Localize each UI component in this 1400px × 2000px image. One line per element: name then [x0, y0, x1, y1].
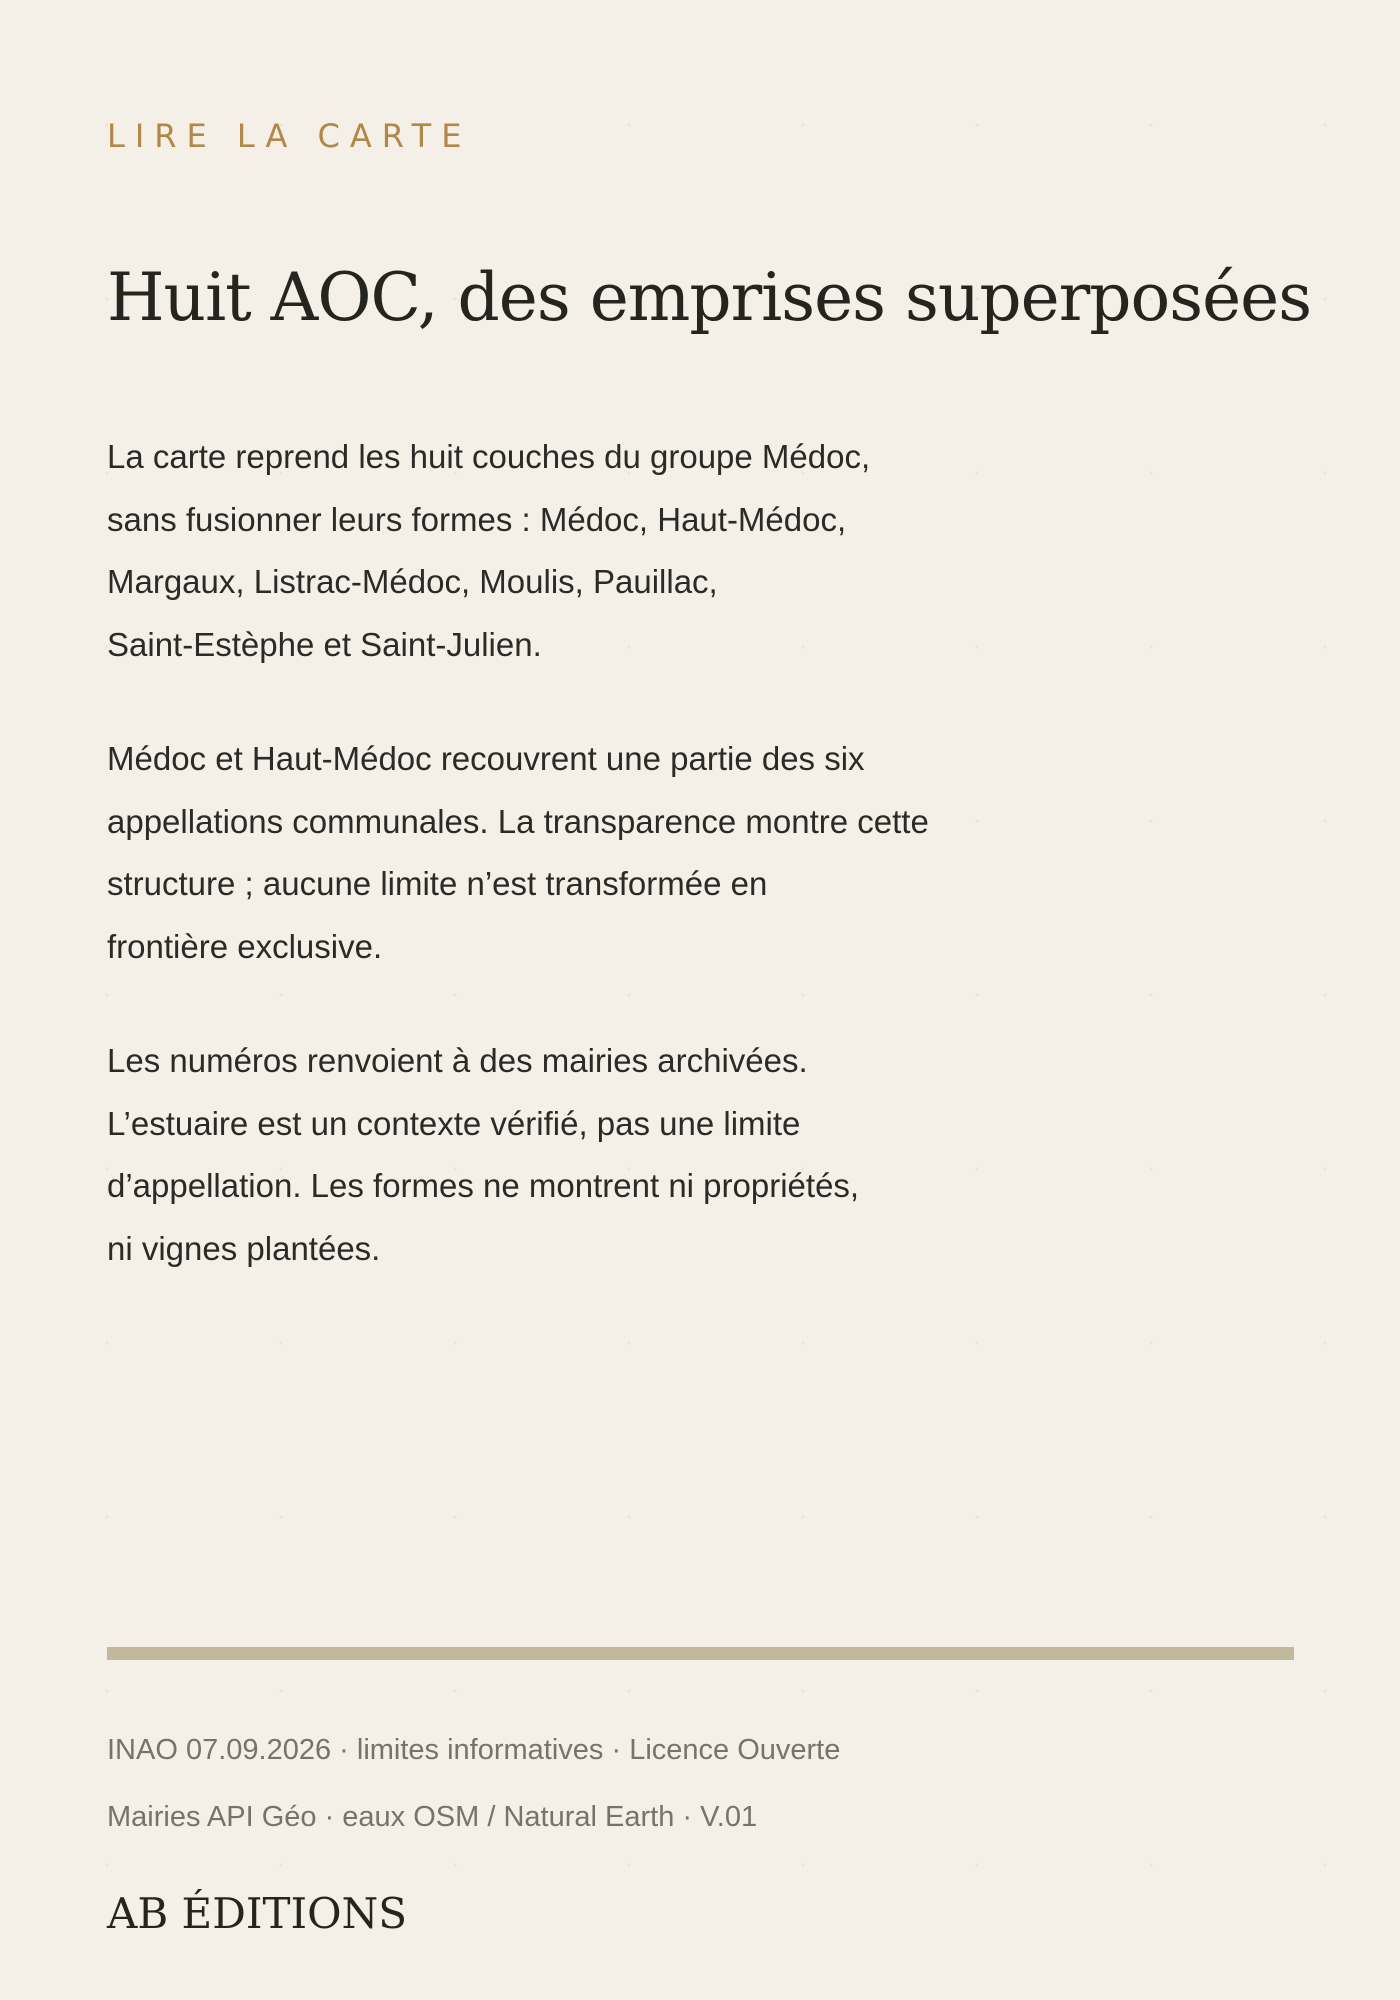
paragraph-line: Margaux, Listrac-Médoc, Moulis, Pauillac, [107, 563, 718, 600]
sources-line: Mairies API Géo · eaux OSM / Natural Earth · V.01 [107, 1801, 758, 1833]
document-page [107, 0, 1312, 2000]
divider-rule [107, 1647, 1294, 1660]
paragraph-line: Les numéros renvoient à des mairies archivées. [107, 1042, 808, 1079]
paragraph-line: Médoc et Haut-Médoc recouvrent une partie des six [107, 740, 865, 777]
paragraph-line: d’appellation. Les formes ne montrent ni propriétés, [107, 1167, 860, 1204]
paragraph-line: Saint-Estèphe et Saint-Julien. [107, 625, 542, 663]
section-eyebrow: LIRE LA CARTE [107, 117, 472, 155]
paragraph-line: sans fusionner leurs formes : Médoc, Haut-Médoc, [107, 500, 847, 538]
sources-line: INAO 07.09.2026 · limites informatives · Licence Ouverte [107, 1734, 841, 1766]
paragraph-layers [107, 426, 1007, 676]
body-text [107, 426, 1007, 1332]
sources-footer [107, 1717, 840, 1851]
paragraph-line: La carte reprend les huit couches du groupe Médoc, [107, 438, 871, 475]
paragraph-line: L’estuaire est un contexte vérifié, pas une limite [107, 1104, 801, 1142]
publisher-brand: AB ÉDITIONS [107, 1889, 408, 1938]
paragraph-line: structure ; aucune limite n’est transformée en [107, 865, 768, 902]
paragraph-notes [107, 1030, 1007, 1280]
page-title: Huit AOC, des emprises superposées [107, 259, 1312, 336]
paragraph-line: frontière exclusive. [107, 927, 383, 965]
paragraph-line: ni vignes plantées. [107, 1229, 381, 1267]
paragraph-line: appellations communales. La transparence montre cette [107, 802, 929, 840]
paragraph-overlap [107, 728, 1007, 978]
